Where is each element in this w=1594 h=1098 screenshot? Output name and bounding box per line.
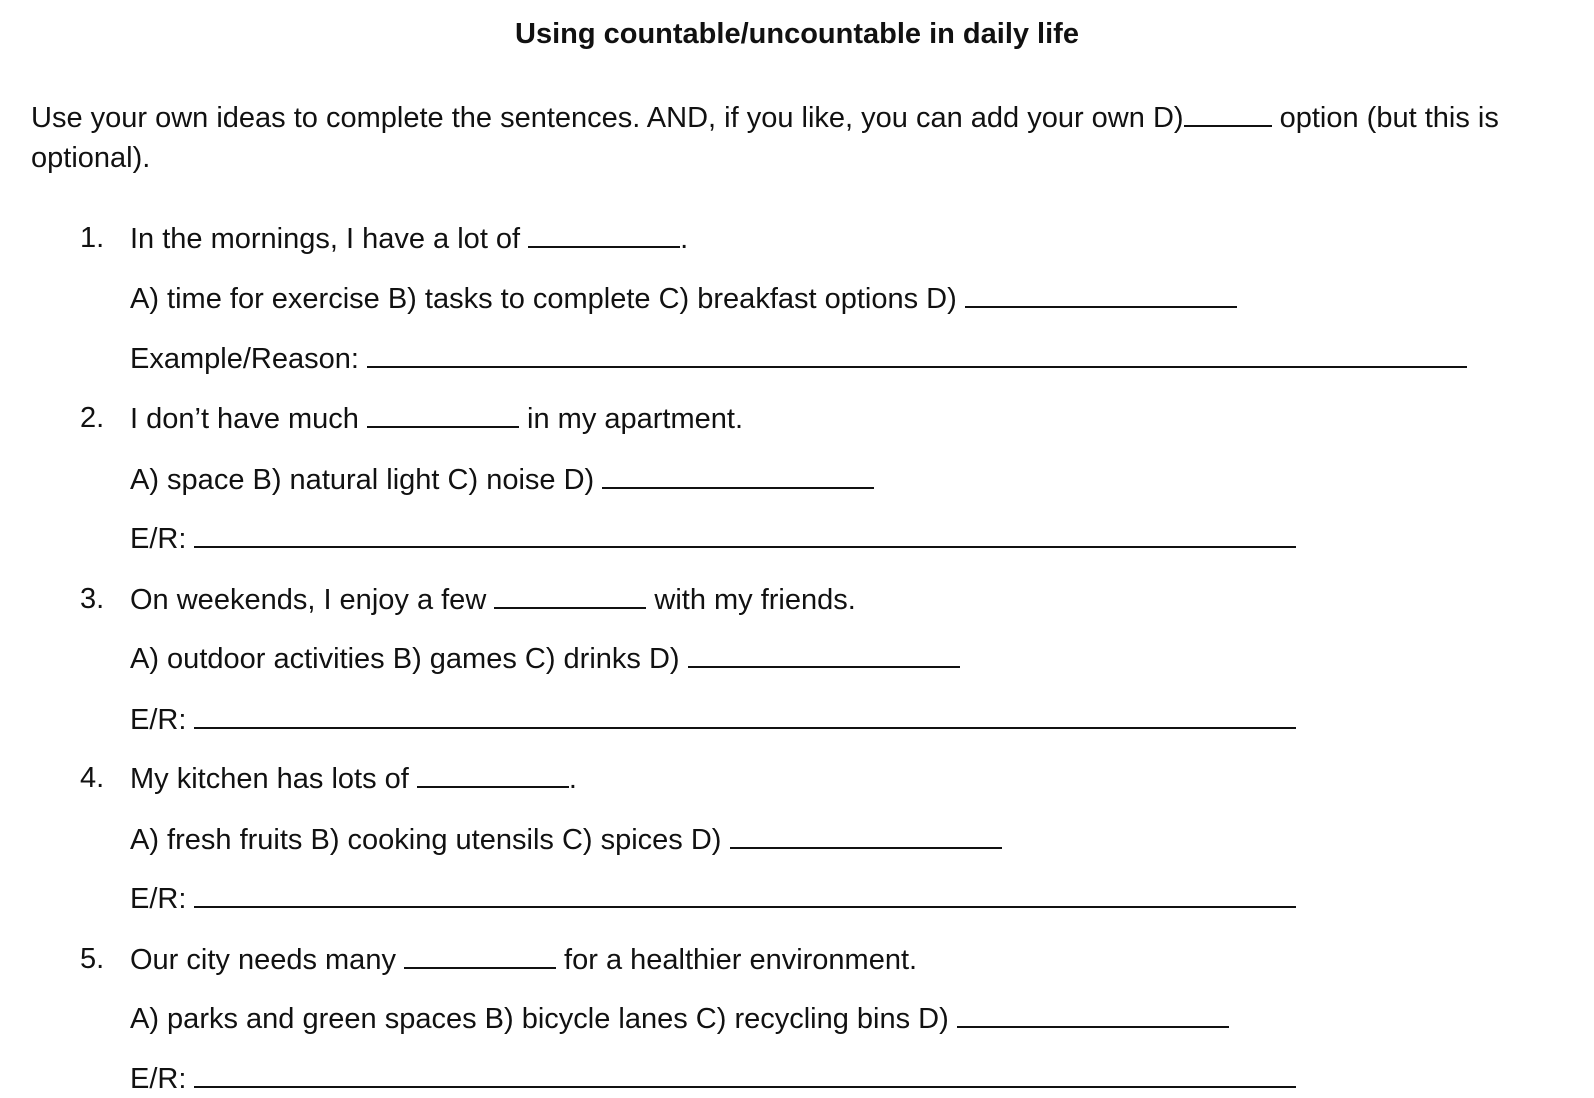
instructions-text-after: option (but this is optional).: [31, 102, 1499, 174]
question-stem: [130, 400, 743, 437]
option-d-blank[interactable]: [730, 821, 1002, 849]
stem-text-before: I don’t have much: [130, 403, 367, 435]
reason-label: E/R:: [130, 1063, 195, 1095]
answer-blank[interactable]: [528, 220, 680, 248]
worksheet-title: Using countable/uncountable in daily life: [515, 18, 1079, 50]
stem-text-before: On weekends, I enjoy a few: [130, 584, 495, 616]
stem-text-before: My kitchen has lots of: [130, 763, 417, 795]
answer-blank[interactable]: [404, 941, 556, 969]
instructions: [31, 98, 1571, 178]
stem-text-after: .: [568, 763, 577, 795]
answer-blank[interactable]: [1184, 99, 1272, 127]
question-options: [130, 280, 1237, 317]
question-number: 2.: [80, 402, 105, 434]
option-d-blank[interactable]: [957, 1000, 1229, 1028]
options-text: A) space B) natural light C) noise D): [130, 464, 603, 496]
question-options: [130, 640, 960, 677]
instructions-text-before: Use your own ideas to complete the sentences. AND, if you like, you can add your own D): [31, 102, 1184, 134]
question-options: [130, 821, 1002, 858]
question-reason: [130, 1060, 1296, 1097]
question-stem: [130, 941, 917, 978]
options-text: A) parks and green spaces B) bicycle lanes C) recycling bins D): [130, 1003, 957, 1035]
stem-text-after: in my apartment.: [518, 403, 744, 435]
reason-blank[interactable]: [194, 701, 1296, 729]
question-number: 1.: [80, 222, 105, 254]
answer-blank[interactable]: [417, 760, 569, 788]
question-stem: [130, 760, 577, 797]
question-options: [130, 1000, 1229, 1037]
options-text: A) fresh fruits B) cooking utensils C) spices D): [130, 824, 730, 856]
stem-text-after: for a healthier environment.: [556, 944, 918, 976]
reason-blank[interactable]: [194, 1060, 1296, 1088]
question-number: 5.: [80, 943, 105, 975]
question-number: 3.: [80, 583, 105, 615]
stem-text-before: In the mornings, I have a lot of: [130, 223, 529, 255]
reason-blank[interactable]: [194, 520, 1296, 548]
reason-label: E/R:: [130, 704, 195, 736]
option-d-blank[interactable]: [688, 640, 960, 668]
options-text: A) outdoor activities B) games C) drinks D): [130, 643, 688, 675]
question-reason: [130, 701, 1296, 738]
options-text: A) time for exercise B) tasks to complete C) breakfast options D): [130, 283, 965, 315]
stem-text-before: Our city needs many: [130, 944, 404, 976]
question-options: [130, 461, 874, 498]
question-reason: [130, 340, 1467, 377]
reason-label: Example/Reason:: [130, 343, 367, 375]
question-number: 4.: [80, 762, 105, 794]
stem-text-after: with my friends.: [646, 584, 856, 616]
answer-blank[interactable]: [494, 581, 646, 609]
question-reason: [130, 880, 1296, 917]
stem-text-after: .: [680, 223, 689, 255]
option-d-blank[interactable]: [602, 461, 874, 489]
question-reason: [130, 520, 1296, 557]
reason-label: E/R:: [130, 883, 195, 915]
reason-label: E/R:: [130, 523, 195, 555]
reason-blank[interactable]: [367, 340, 1467, 368]
question-stem: [130, 220, 688, 257]
option-d-blank[interactable]: [965, 280, 1237, 308]
reason-blank[interactable]: [194, 880, 1296, 908]
question-stem: [130, 581, 856, 618]
answer-blank[interactable]: [367, 400, 519, 428]
